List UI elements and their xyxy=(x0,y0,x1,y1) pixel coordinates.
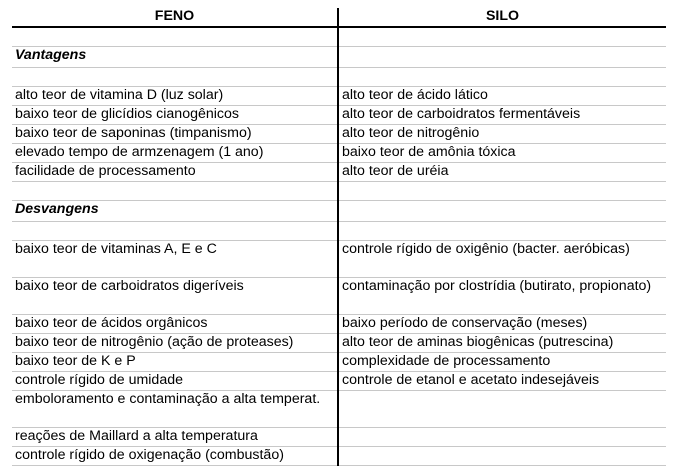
silo-cell: alto teor de uréia xyxy=(338,163,666,182)
column-header-feno: FENO xyxy=(12,8,338,27)
silo-cell: controle de etanol e acetato indesejáveis xyxy=(338,372,666,391)
feno-cell: alto teor de vitamina D (luz solar) xyxy=(12,87,338,106)
comparison-table xyxy=(12,8,666,466)
feno-cell: baixo teor de saponinas (timpanismo) xyxy=(12,125,338,144)
table-row xyxy=(12,391,666,428)
section-title-vantagens: Vantagens xyxy=(12,47,338,68)
table-row xyxy=(12,163,666,182)
table-row xyxy=(12,447,666,466)
column-header-silo: SILO xyxy=(338,8,666,27)
silo-cell: alto teor de aminas biogênicas (putrescina) xyxy=(338,334,666,353)
feno-cell: baixo teor de ácidos orgânicos xyxy=(12,315,338,334)
feno-cell: controle rígido de oxigenação (combustão) xyxy=(12,447,338,466)
silo-cell xyxy=(338,428,666,447)
silo-cell: baixo período de conservação (meses) xyxy=(338,315,666,334)
silo-cell xyxy=(338,391,666,428)
section-row xyxy=(12,201,666,222)
table-row xyxy=(12,353,666,372)
table-row xyxy=(12,428,666,447)
feno-cell: controle rígido de umidade xyxy=(12,372,338,391)
silo-cell: contaminação por clostrídia (butirato, propionato) xyxy=(338,278,666,315)
silo-cell: alto teor de nitrogênio xyxy=(338,125,666,144)
table-row xyxy=(12,241,666,278)
table-row xyxy=(12,315,666,334)
header-row xyxy=(12,8,666,27)
feno-cell: baixo teor de vitaminas A, E e C xyxy=(12,241,338,278)
table-row xyxy=(12,106,666,125)
feno-cell: baixo teor de glicídios cianogênicos xyxy=(12,106,338,125)
feno-cell: reações de Maillard a alta temperatura xyxy=(12,428,338,447)
silo-cell: alto teor de carboidratos fermentáveis xyxy=(338,106,666,125)
table-row xyxy=(12,87,666,106)
spacer-row xyxy=(12,27,666,47)
table-row xyxy=(12,125,666,144)
feno-cell: baixo teor de carboidratos digeríveis xyxy=(12,278,338,315)
table-row xyxy=(12,334,666,353)
feno-cell: baixo teor de nitrogênio (ação de proteases) xyxy=(12,334,338,353)
table-row xyxy=(12,144,666,163)
spacer-row xyxy=(12,182,666,201)
spacer-row xyxy=(12,222,666,241)
table-row xyxy=(12,372,666,391)
silo-cell: complexidade de processamento xyxy=(338,353,666,372)
silo-cell xyxy=(338,447,666,466)
table-row xyxy=(12,278,666,315)
silo-cell: baixo teor de amônia tóxica xyxy=(338,144,666,163)
feno-cell: elevado tempo de armzenagem (1 ano) xyxy=(12,144,338,163)
silo-cell: alto teor de ácido lático xyxy=(338,87,666,106)
feno-cell: facilidade de processamento xyxy=(12,163,338,182)
feno-cell: emboloramento e contaminação a alta temperat. xyxy=(12,391,338,428)
spacer-row xyxy=(12,68,666,87)
section-row xyxy=(12,47,666,68)
feno-cell: baixo teor de K e P xyxy=(12,353,338,372)
silo-cell: controle rígido de oxigênio (bacter. aeróbicas) xyxy=(338,241,666,278)
section-title-desvangens: Desvangens xyxy=(12,201,338,222)
